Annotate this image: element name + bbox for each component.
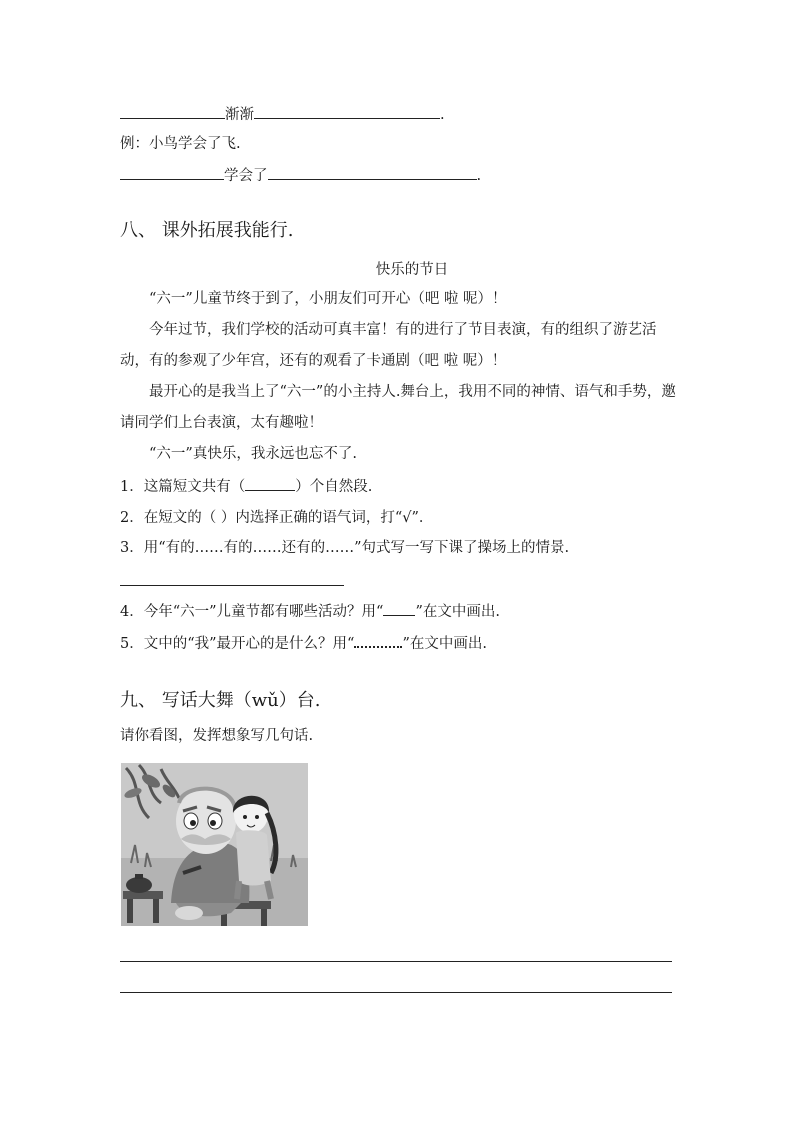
answer-blank[interactable] (254, 104, 440, 119)
question-text: 1．这篇短文共有（ (120, 479, 246, 495)
answer-blank[interactable] (120, 165, 224, 180)
question-text: ”在文中画出. (415, 604, 500, 620)
writing-line-2[interactable] (120, 992, 672, 993)
question-5 (120, 633, 487, 654)
fill-word: 渐渐 (225, 107, 254, 123)
answer-blank[interactable] (245, 477, 295, 491)
writing-prompt: 请你看图，发挥想象写几句话. (120, 728, 314, 744)
period: . (440, 107, 445, 123)
wavy-underline-sample (354, 633, 402, 648)
question-3: 3．用“有的……有的……还有的……”句式写一写下课了操场上的情景. (120, 540, 570, 556)
underline-sample (383, 602, 415, 616)
fill-line-2 (120, 165, 481, 186)
passage-paragraph-3: 最开心的是我当上了“六一”的小主持人.舞台上，我用不同的神情、语气和手势，邀请同学们上台表演，太有趣啦！ (120, 384, 676, 431)
question-text: ”在文中画出. (402, 636, 487, 652)
section-9-heading: 九、 写话大舞（wǔ）台. (120, 690, 321, 711)
passage-title: 快乐的节日 (375, 262, 449, 278)
question-1 (120, 477, 372, 497)
passage-paragraph-2: 今年过节，我们学校的活动可真丰富！有的进行了节目表演，有的组织了游艺活动，有的参观了少年宫，还有的观看了卡通剧（吧 啦 呢）！ (120, 322, 657, 369)
answer-blank[interactable] (120, 104, 225, 119)
section-8-heading: 八、 课外拓展我能行. (120, 220, 294, 241)
fill-line-1 (120, 104, 445, 125)
period: . (476, 168, 482, 184)
question-4 (120, 602, 500, 622)
question-text: 4．今年“六一”儿童节都有哪些活动？用“ (120, 604, 384, 620)
passage-paragraph-4: “六一”真快乐，我永远也忘不了. (149, 446, 357, 462)
answer-blank[interactable] (268, 165, 477, 180)
passage-paragraph-1: “六一”儿童节终于到了，小朋友们可开心（吧 啦 呢）！ (149, 291, 507, 307)
writing-line-1[interactable] (120, 961, 672, 962)
question-text: 5．文中的“我”最开心的是什么？用“ (120, 636, 355, 652)
example-sentence: 例：小鸟学会了飞. (120, 136, 241, 152)
question-text: ）个自然段. (295, 479, 373, 495)
fill-word: 学会了 (224, 168, 268, 184)
grandpa-and-girl-illustration (121, 763, 308, 926)
question-2: 2．在短文的（ ）内选择正确的语气词，打“√”． (120, 510, 434, 526)
answer-line[interactable] (120, 585, 344, 586)
